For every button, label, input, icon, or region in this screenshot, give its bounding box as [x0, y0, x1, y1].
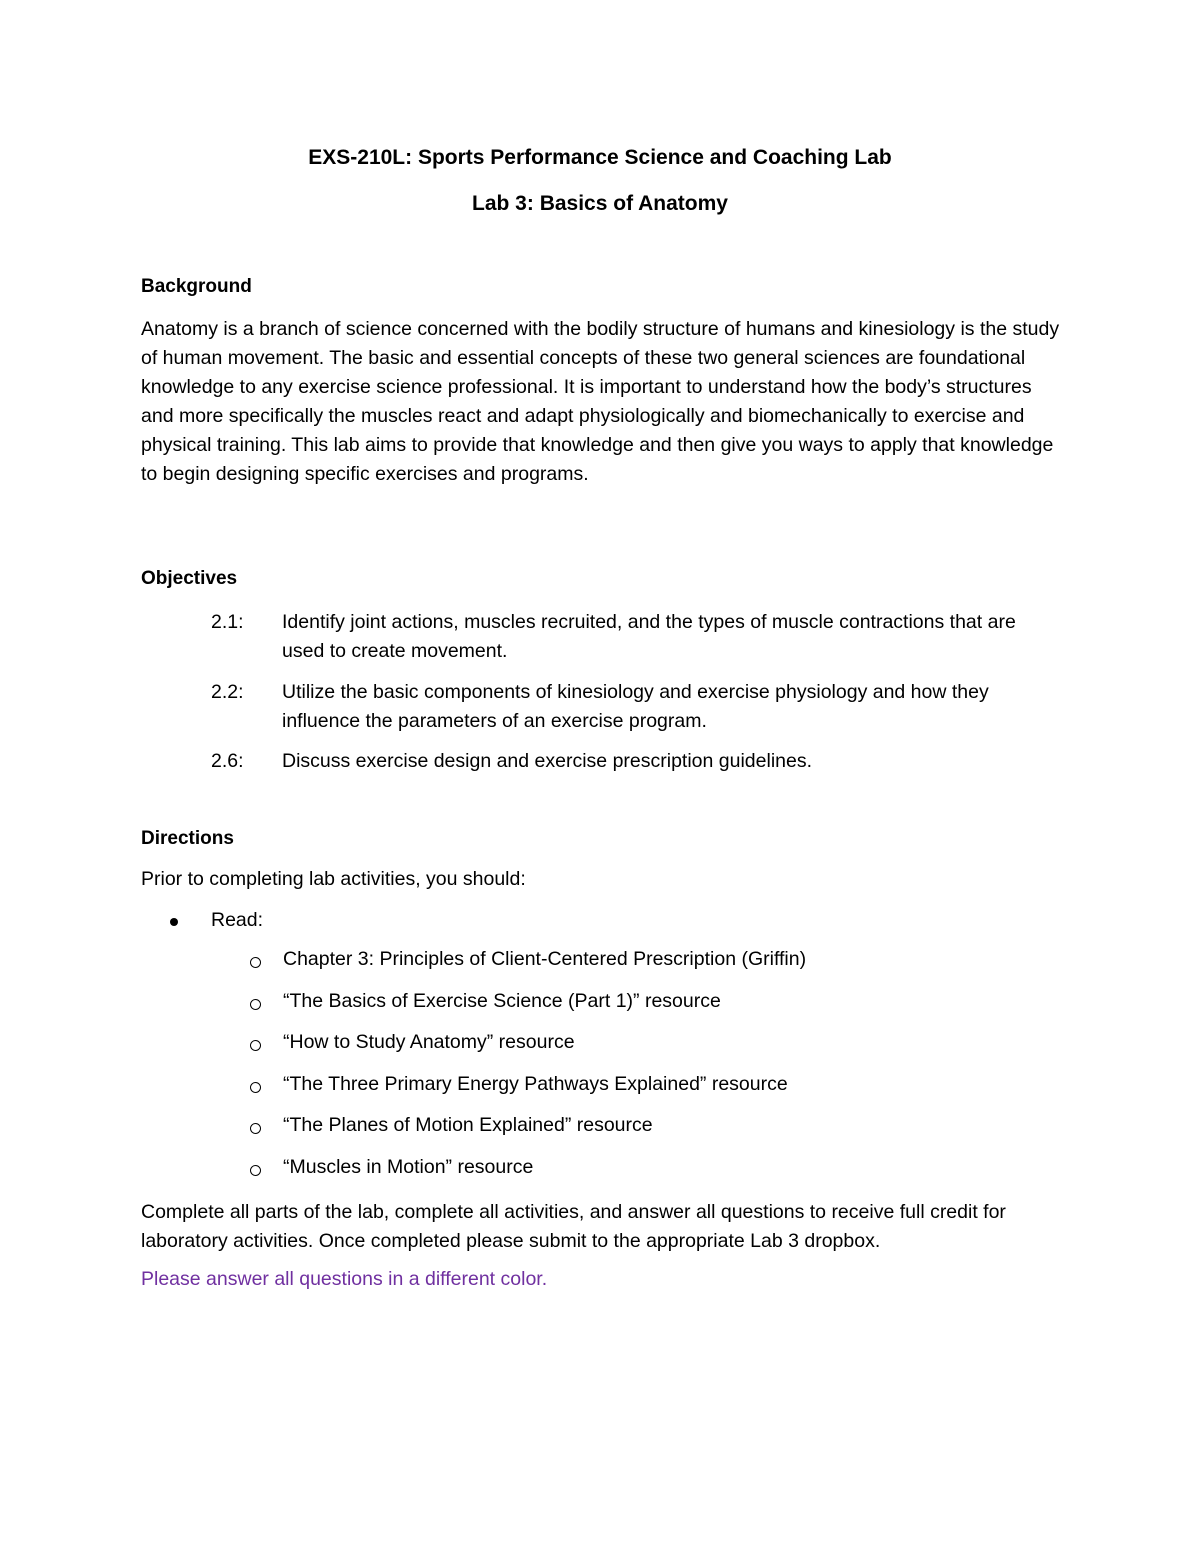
objective-text: Identify joint actions, muscles recruited, and the types of muscle contractions that are used to create movement. [282, 611, 1016, 662]
circle-bullet-icon [250, 1082, 261, 1093]
objective-text: Utilize the basic components of kinesiology and exercise physiology and how they influence the parameters of an exercise program. [282, 681, 989, 732]
reading-text: “The Basics of Exercise Science (Part 1)” resource [283, 989, 721, 1012]
color-note: Please answer all questions in a different color. [141, 1268, 548, 1290]
background-heading: Background [141, 276, 252, 297]
document-subtitle: Lab 3: Basics of Anatomy [472, 192, 728, 215]
list-item [250, 1114, 1050, 1156]
objective-number: 2.2: [211, 681, 244, 703]
list-item [250, 948, 1050, 990]
list-item [250, 1073, 1050, 1115]
list-item [250, 990, 1050, 1032]
reading-text: “Muscles in Motion” resource [283, 1155, 534, 1178]
objective-item [211, 678, 1051, 736]
objective-number: 2.1: [211, 611, 244, 633]
circle-bullet-icon [250, 1165, 261, 1176]
readings-list [250, 948, 1050, 1197]
objective-item [211, 608, 1051, 666]
directions-heading: Directions [141, 828, 234, 849]
reading-text: “The Planes of Motion Explained” resource [283, 1114, 653, 1136]
circle-bullet-icon [250, 957, 261, 968]
bullet-dot-icon [170, 918, 178, 926]
list-item [250, 1156, 1050, 1198]
circle-bullet-icon [250, 999, 261, 1010]
read-label: Read: [211, 909, 264, 931]
document-title: EXS-210L: Sports Performance Science and Coaching Lab [308, 146, 892, 169]
objective-number: 2.6: [211, 750, 244, 772]
reading-text: “How to Study Anatomy” resource [283, 1031, 575, 1053]
circle-bullet-icon [250, 1123, 261, 1134]
completion-paragraph: Complete all parts of the lab, complete all activities, and answer all questions to receive full credit for laboratory activities. Once completed please submit to the appropriate Lab 3 dropbox. [141, 1201, 1006, 1252]
list-item [250, 1031, 1050, 1073]
objectives-heading: Objectives [141, 568, 238, 589]
reading-text: “The Three Primary Energy Pathways Explained” resource [283, 1072, 788, 1095]
objective-text: Discuss exercise design and exercise prescription guidelines. [282, 750, 813, 772]
directions-intro: Prior to completing lab activities, you should: [141, 868, 526, 890]
objective-item [211, 747, 1051, 776]
background-paragraph: Anatomy is a branch of science concerned with the bodily structure of humans and kinesiology is the study of human movement. The basic and essential concepts of these two general sciences are foundational knowledge to any exercise science professional. It is important to understand how the body’s structures and more specifically the muscles react and adapt physiologically and biomechanically to exercise and physical training. This lab aims to provide that knowledge and then give you ways to apply that knowledge to begin designing specific exercises and programs. [141, 318, 1060, 485]
circle-bullet-icon [250, 1040, 261, 1051]
reading-text: Chapter 3: Principles of Client-Centered Prescription (Griffin) [283, 948, 807, 970]
